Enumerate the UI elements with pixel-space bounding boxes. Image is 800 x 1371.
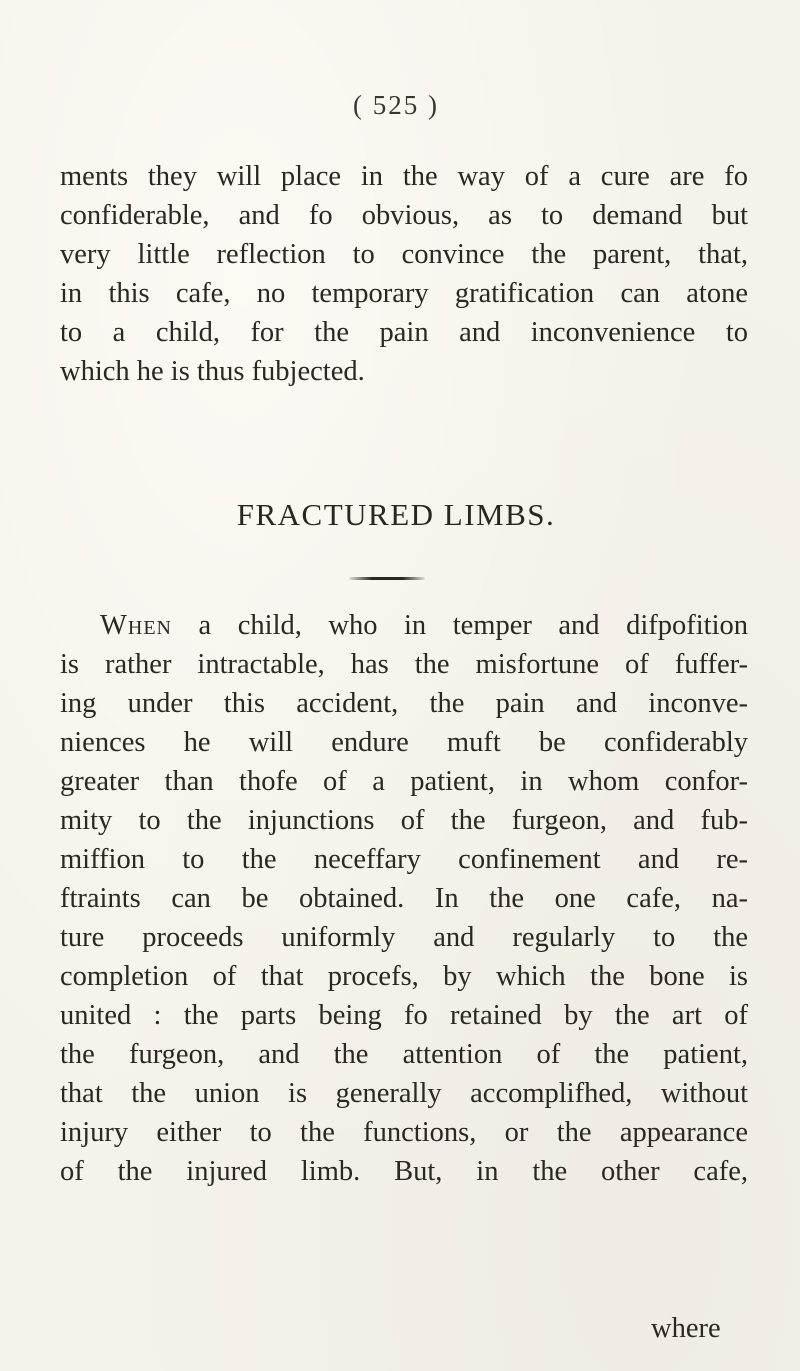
text-line: in this cafe, no temporary gratification can atone [60,278,748,309]
catchword: where [651,1313,721,1344]
text-line: ing under this accident, the pain and inconve- [60,688,748,719]
drop-word: When [100,610,173,641]
heading-rule [349,577,425,580]
first-line-rest: a child, who in temper and difpofition [172,610,748,641]
text-line: of the injured limb. But, in the other cafe, [60,1156,748,1187]
text-line: completion of that procefs, by which the bone is [60,961,748,992]
text-line: the furgeon, and the attention of the patient, [60,1039,748,1070]
section-heading: FRACTURED LIMBS. [236,497,556,532]
text-line: niences he will endure muft be confiderably [60,727,748,758]
text-line: injury either to the functions, or the appearance [60,1117,748,1148]
text-line: confiderable, and fo obvious, as to demand but [60,200,748,231]
page-number: ( 525 ) [353,90,439,120]
text-line: ture proceeds uniformly and regularly to the [60,922,748,953]
text-line: ftraints can be obtained. In the one cafe, na- [60,883,748,914]
text-line: mity to the injunctions of the furgeon, and fub- [60,805,748,836]
text-line-first [60,606,748,645]
text-line: very little reflection to convince the parent, that, [60,239,748,270]
text-line: greater than thofe of a patient, in whom confor- [60,766,748,797]
text-line: united : the parts being fo retained by the art of [60,1000,748,1031]
text-line: miffion to the neceffary confinement and re- [60,844,748,875]
text-line: which he is thus fubjected. [60,356,365,387]
section-paragraph [60,606,748,1191]
text-line: that the union is generally accomplifhed, without [60,1078,748,1109]
intro-paragraph [60,157,748,391]
text-line: to a child, for the pain and inconvenience to [60,317,748,348]
text-line: ments they will place in the way of a cure are fo [60,161,748,192]
text-line: is rather intractable, has the misfortune of fuffer- [60,649,748,680]
